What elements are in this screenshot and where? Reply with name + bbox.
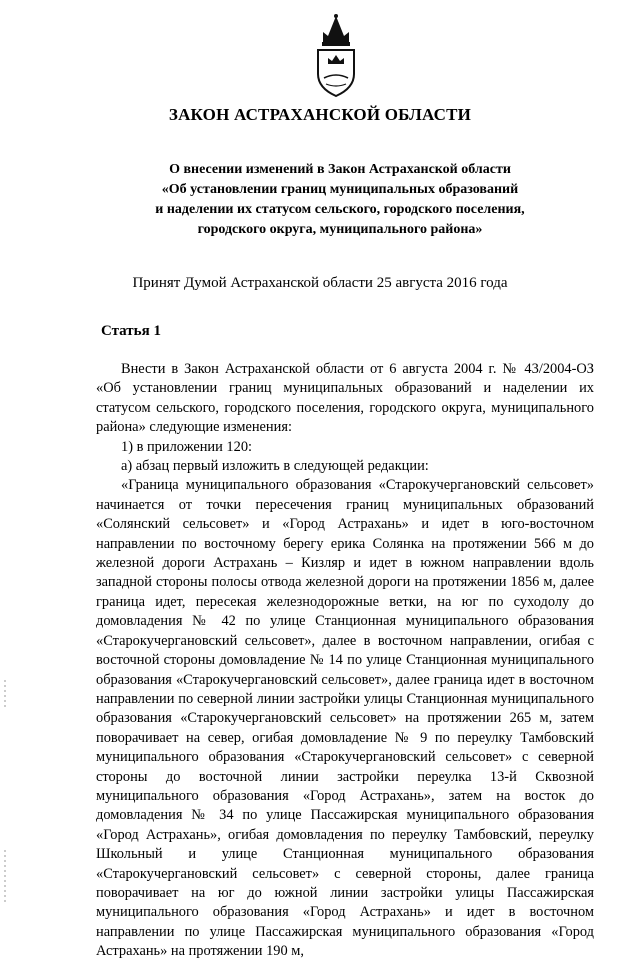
coat-of-arms-icon — [310, 12, 362, 98]
subtitle-line: городского округа, муниципального района» — [197, 222, 483, 237]
adoption-line: Принят Думой Астраханской области 25 августа 2016 года — [132, 275, 508, 291]
item-1: 1) в приложении 120: — [121, 438, 253, 455]
article-body — [96, 360, 594, 962]
subtitle-line: «Об установлении границ муниципальных образований — [161, 182, 519, 197]
binding-margin-marks — [3, 680, 7, 905]
intro-paragraph: Внести в Закон Астраханской области от 6 августа 2004 г. № 43/2004-ОЗ «Об установлении границ муниципальных образований и наделении их статусом сельского, городского поселения, городского округа, муниципального района» следующие изменения: — [96, 361, 594, 436]
law-subtitle — [95, 160, 585, 240]
item-1a: а) абзац первый изложить в следующей редакции: — [121, 458, 429, 475]
subtitle-line: О внесении изменений в Закон Астраханской области — [169, 162, 511, 177]
quoted-paragraph: «Граница муниципального образования «Старокучергановский сельсовет» начинается от точки пересечения границ муниципальных образований «Солянский сельсовет» и «Город Астрахань» и идет в юго-восточном направлении по восточному берегу ерика Солянка на протяжении 566 м до железной дороги Астрахань – Кизляр и идет в южном направлении вдоль западной стороны полосы отвода железной дороги на протяжении 1856 м, далее граница идет, пересекая железнодорожные ветки, на юг по суходолу до домовладения № 42 по улице Станционная муниципального образования «Старокучергановский сельсовет», далее в восточном направлении, огибая с восточной стороны домовладение № 14 по улице Станционная муниципального образования «Старокучергановский сельсовет», далее граница идет в восточном направлении по северной линии застройки улицы Станционная муниципального образования «Старокучергановский сельсовет» на протяжении 265 м, затем поворачивает на север, огибая домовладение № 9 по переулку Тамбовский муниципального образования «Старокучергановский сельсовет» с северной стороны до восточной линии застройки переулка 13-й Сквозной муниципального образования «Город Астрахань», затем на восток до домовладения № 34 по улице Пассажирская муниципального образования «Город Астрахань», огибая домовладения по переулку Тамбовский, переулку Школьный и улице Станционная муниципального образования «Старокучергановский сельсовет» с северной стороны, далее граница поворачивает на юг до южной линии застройки улицы Пассажирская муниципального образования «Город Астрахань» и идет в восточном направлении по улице Пассажирская муниципального образования «Город Астрахань» на протяжении 190 м, — [96, 477, 594, 960]
law-title: ЗАКОН АСТРАХАНСКОЙ ОБЛАСТИ — [168, 105, 472, 124]
article-heading: Статья 1 — [101, 323, 161, 339]
subtitle-line: и наделении их статусом сельского, городского поселения, — [155, 202, 525, 217]
